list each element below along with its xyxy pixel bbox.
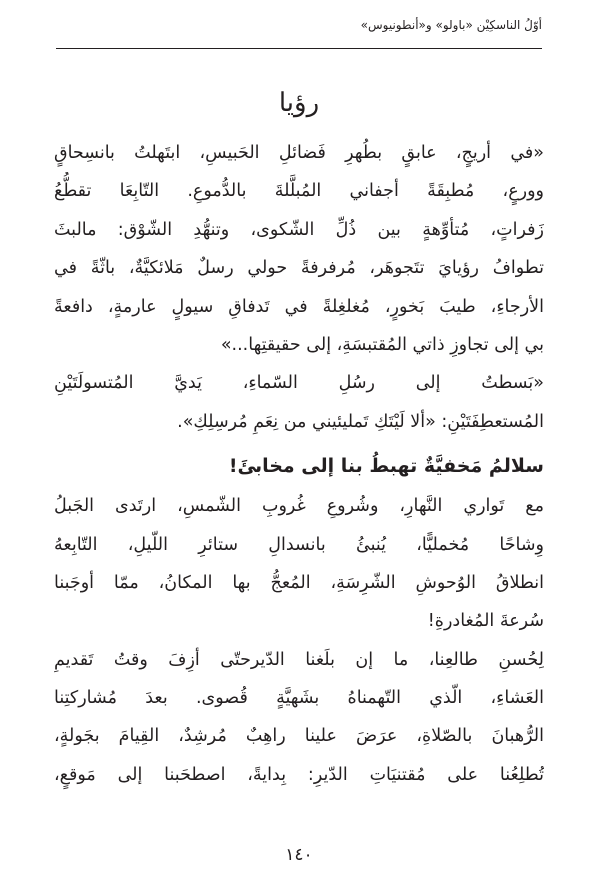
text-line: الأرجاءِ، طيبَ بَخورٍ، مُغلغِلةً في تَدفاقِ سيولٍ عارمةٍ، دافعةً [54,296,544,317]
paragraph-1 [54,134,544,364]
paragraph-2 [54,364,544,441]
body-text [54,134,544,794]
text-line: «بَسطتُ إلى رسُلِ السّماءِ، يَديَّ المُتسولَتَيْنِ [54,373,544,394]
text-line: العَشاءِ، الّذي التّهمناهُ بشَهيَّةٍ قُصوى. بعدَ مُشاركتِنا [54,688,544,709]
text-line: لِحُسنِ طالعِنا، ما إن بلَغنا الدّيرحتّى أزِفَ وقتُ تَقديمِ [54,649,544,670]
text-line: وِشاحًا مُخمليًّا، يُنبئُ بانسدالِ ستائرِ اللّيلِ، التّابِعهُ [54,534,544,555]
text-line: الرُّهبانَ بالصّلاةِ، عرَضَ علينا راهِبٌ مُرشِدٌ، القِيامَ بجَولةٍ، [54,726,544,747]
section-title: رؤيا [278,88,320,118]
text-line: تطوافُ رؤيايَ تتَجوهَر، مُرفرفةً حولي رسلٌ مَلائكيَّةٌ، باثّةً في [54,258,544,279]
text-line: سُرعةَ المُغادرةِ! [427,611,544,632]
header-rule [56,48,542,49]
paragraph-3 [54,487,544,641]
running-header: أوّلُ الناسكِيْن «باولو» و«أنطونيوس» [360,18,542,32]
text-line: بي إلى تجاوزِ ذاتي المُقتبسَةِ، إلى حقيقتِها...» [220,334,544,355]
text-line: وورعٍ، مُطبِقَةً أجفاني المُبلَّلةَ بالدُّموعِ. التّابِعَا تقطُّعُ [54,181,544,202]
text-line: «في أريجٍ، عابقٍ بطُهرِ فَضائلِ الحَبيسِ، ابتَهلتُ بانسِحاقٍ [54,143,544,163]
page-number: ١٤٠ [285,845,313,865]
subheading: سلالمُ مَخفيَّةٌ تهبطُ بنا إلى مخابئَ! [228,455,544,478]
text-line: المُستعطِفَتَيْنِ: «ألا لَيْتَكِ تَمليئيني من نِعَمِ مُرسِلِكِ». [177,411,544,432]
text-line: مع تَواري النَّهارِ، وشُروعِ غُروبِ الشّمسِ، ارتَدى الجَبلُ [54,496,544,517]
paragraph-4 [54,641,544,795]
text-line: زَفراتٍ، مُتأوِّهةٍ بين ذُلِّ الشّكوى، وتنهُّدِ الشّوْق: مالبثَ [54,219,544,240]
text-line: انطلاقُ الوُحوشِ الشّرِسَةِ، المُعجُّ بها المكانُ، ممّا أوجَبنا [54,572,544,593]
text-line: تُطلِعُنا على مُقتنيَاتِ الدّيرِ: بِدايةً، اصطحَبنا إلى مَوقعٍ، [54,764,544,785]
